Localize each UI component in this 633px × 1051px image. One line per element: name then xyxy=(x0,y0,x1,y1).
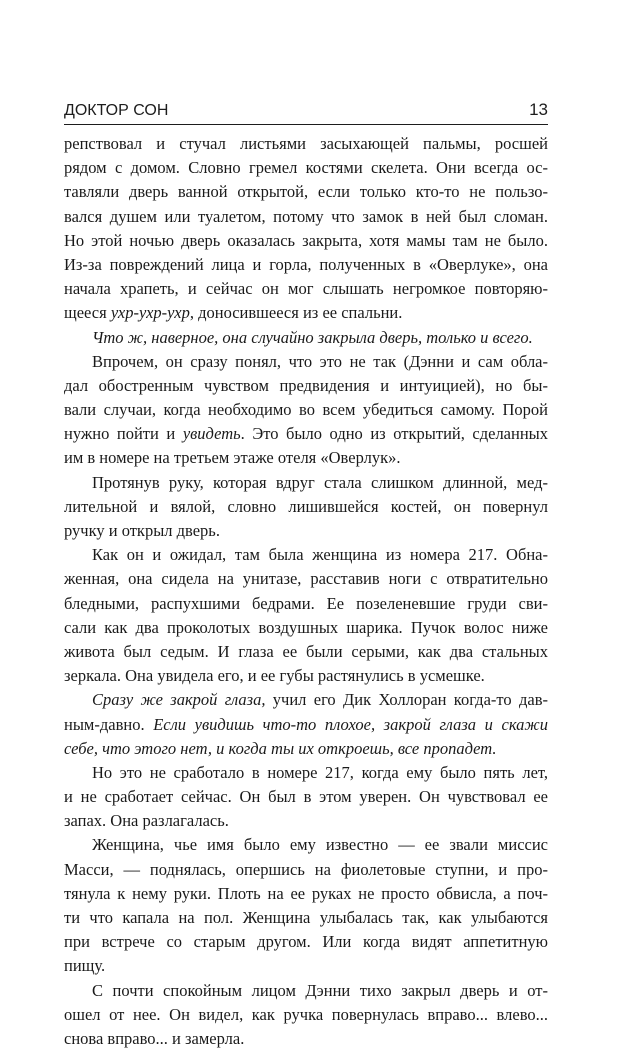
text-line xyxy=(64,1003,548,1027)
text-run: репствовал и стучал листьями засыхающей пальмы, росшей xyxy=(64,134,548,153)
text-run: ным-давно. xyxy=(64,714,154,734)
body-text xyxy=(64,132,548,1051)
text-line xyxy=(64,398,548,422)
italic-text: Что ж, наверное, она случайно закрыла дверь, только и всего. xyxy=(92,327,533,347)
text-line xyxy=(64,519,548,543)
text-line xyxy=(64,640,548,664)
text-line xyxy=(64,156,548,180)
running-title: ДОКТОР СОН xyxy=(64,102,169,119)
text-line xyxy=(64,592,548,616)
text-line xyxy=(64,785,548,809)
text-run: сали как два проколотых воздушных шарика. Пучок волос ниже xyxy=(64,617,548,637)
text-run: тавляли дверь ванной открытой, если только кто-то не пользо- xyxy=(64,182,548,202)
text-line xyxy=(64,446,548,470)
text-line xyxy=(64,979,548,1003)
header-rule xyxy=(64,124,548,125)
text-run: ошел от нее. Он видел, как ручка повернулась вправо... влево... xyxy=(64,1004,548,1024)
text-run: пищу. xyxy=(64,956,106,976)
text-run: бледными, распухшими бедрами. Ее позеленевшие груди сви- xyxy=(64,593,548,613)
italic-text: Если увидишь что-то плохое, закрой глаза и скажи xyxy=(153,714,548,734)
text-line xyxy=(64,180,548,204)
text-line xyxy=(64,761,548,785)
text-run: Протянув руку, которая вдруг стала слишком длинной, мед- xyxy=(92,472,548,492)
text-line xyxy=(64,616,548,640)
text-run: зеркала. Она увидела его, и ее губы растянулись в усмешке. xyxy=(64,666,485,686)
text-line xyxy=(64,567,548,591)
text-line xyxy=(64,688,548,712)
text-line xyxy=(64,301,548,325)
text-run: ти что капала на пол. Женщина улыбалась так, как улыбаются xyxy=(64,908,548,927)
italic-text: себе, что этого нет, и когда ты их откроешь, все пропадет. xyxy=(64,738,497,758)
text-run: лительной и вялой, словно лишившейся костей, он повернул xyxy=(64,496,548,516)
text-run: им в номере на третьем этаже отеля «Оверлук». xyxy=(64,448,401,468)
page-number: 13 xyxy=(529,100,548,119)
text-run: Из-за повреждений лица и горла, полученных в «Оверлуке», она xyxy=(64,254,548,274)
text-line xyxy=(64,543,548,567)
text-run: . Это было одно из открытий, сделанных xyxy=(240,424,548,444)
text-run: снова вправо... и замерла. xyxy=(64,1028,245,1048)
text-run: начала храпеть, и сейчас он мог слышать негромкое повторяю- xyxy=(64,279,548,299)
text-line xyxy=(64,205,548,229)
text-line xyxy=(64,713,548,737)
text-line xyxy=(64,350,548,374)
text-run: тянула к нему руки. Плоть на ее руках не просто обвисла, а поч- xyxy=(64,883,548,903)
text-run: С почти спокойным лицом Дэнни тихо закрыл дверь и от- xyxy=(92,980,548,1000)
text-run: учил его Дик Холлоран когда-то дав- xyxy=(265,690,548,710)
text-run: ручку и открыл дверь. xyxy=(64,521,220,540)
text-run: живота был седым. И глаза ее были серыми, как два стальных xyxy=(64,641,548,661)
text-run: Как он и ожидал, там была женщина из номера 217. Обна- xyxy=(92,545,548,565)
text-line xyxy=(64,277,548,301)
text-run: нужно пойти и xyxy=(64,424,183,444)
text-run: запах. Она разлагалась. xyxy=(64,811,229,831)
text-line xyxy=(64,422,548,446)
text-run: рядом с домом. Словно гремел костями скелета. Они всегда ос- xyxy=(64,158,548,178)
italic-text: ухр-ухр-ухр xyxy=(110,303,190,323)
text-line xyxy=(64,374,548,398)
text-run: Но это не сработало в номере 217, когда ему было пять лет, xyxy=(92,762,548,782)
text-run: , доносившееся из ее спальни. xyxy=(189,303,403,323)
text-run: при встрече со старым другом. Или когда видят аппетитную xyxy=(64,932,548,952)
text-run: Но этой ночью дверь оказалась закрыта, хотя мамы там не было. xyxy=(64,230,548,250)
text-line xyxy=(64,809,548,833)
text-line xyxy=(64,882,548,906)
text-run: вался душем или туалетом, потому что замок в ней был сломан. xyxy=(64,206,548,226)
text-line xyxy=(64,664,548,688)
text-line xyxy=(64,229,548,253)
text-line xyxy=(64,326,548,350)
text-line xyxy=(64,858,548,882)
text-line xyxy=(64,495,548,519)
text-line xyxy=(64,737,548,761)
text-line xyxy=(64,1027,548,1051)
running-header xyxy=(64,94,548,120)
text-run: Женщина, чье имя было ему известно — ее звали миссис xyxy=(92,835,548,855)
text-line xyxy=(64,930,548,954)
text-run: и не сработает сейчас. Он был в этом уверен. Он чувствовал ее xyxy=(64,787,548,807)
text-run: вали случаи, когда необходимо во всем убедиться самому. Порой xyxy=(64,400,548,420)
text-line xyxy=(64,833,548,857)
text-run: Масси, — поднялась, опершись на фиолетовые ступни, и про- xyxy=(64,859,548,879)
text-run: щееся xyxy=(64,303,111,323)
text-line xyxy=(64,954,548,978)
italic-text: увидеть xyxy=(182,424,241,444)
text-run: Впрочем, он сразу понял, что это не так (Дэнни и сам обла- xyxy=(92,351,548,371)
text-run: дал обостренным чувством предвидения и интуицией), но бы- xyxy=(64,375,548,395)
text-line xyxy=(64,132,548,156)
italic-text: Сразу же закрой глаза, xyxy=(92,690,266,710)
text-line xyxy=(64,906,548,930)
text-line xyxy=(64,471,548,495)
text-line xyxy=(64,253,548,277)
text-run: женная, она сидела на унитазе, расставив ноги с отвратительно xyxy=(64,569,548,589)
